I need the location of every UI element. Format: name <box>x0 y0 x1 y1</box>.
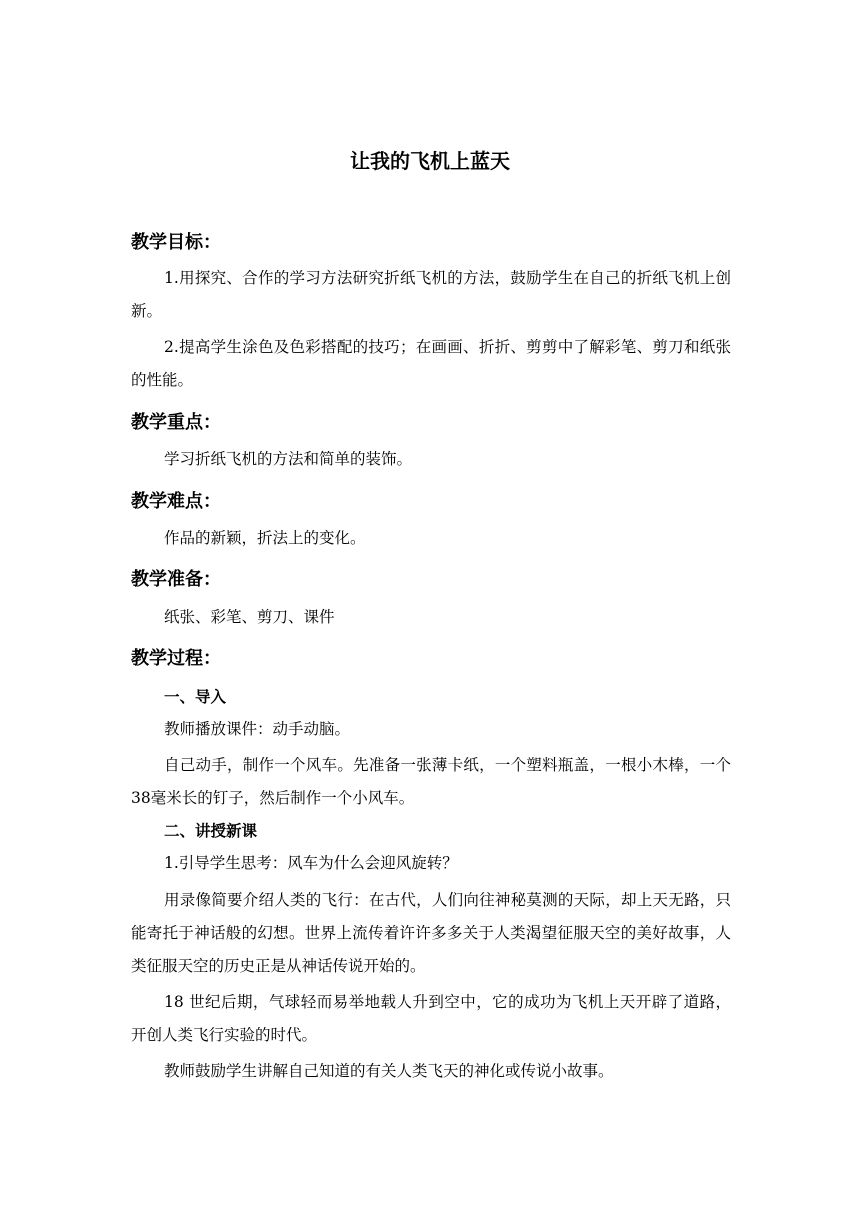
subheading-new-lesson: 二、讲授新课 <box>164 822 258 840</box>
objectives-paragraph-2: 2.提高学生涂色及色彩搭配的技巧；在画画、折折、剪剪中了解彩笔、剪刀和纸张的性能。 <box>131 338 731 389</box>
introduction-paragraph-1: 教师播放课件：动手动脑。 <box>164 720 351 738</box>
heading-preparation: 教学准备： <box>131 569 221 590</box>
heading-objectives: 教学目标： <box>131 232 221 253</box>
preparation-paragraph: 纸张、彩笔、剪刀、课件 <box>164 608 335 626</box>
heading-key-points: 教学重点： <box>131 412 221 433</box>
document-title: 让我的飞机上蓝天 <box>350 149 510 173</box>
new-lesson-paragraph-2: 用录像简要介绍人类的飞行：在古代，人们向往神秘莫测的天际，却上天无路，只能寄托于神话般的幻想。世界上流传着许许多多关于人类渴望征服天空的美好故事，人类征服天空的历史正是从神话传说开始的。 <box>131 891 731 975</box>
difficulties-paragraph: 作品的新颖，折法上的变化。 <box>164 529 366 547</box>
objectives-paragraph-1: 1.用探究、合作的学习方法研究折纸飞机的方法，鼓励学生在自己的折纸飞机上创新。 <box>131 269 731 320</box>
subheading-introduction: 一、导入 <box>164 688 227 706</box>
heading-difficulties: 教学难点： <box>131 491 221 512</box>
key-points-paragraph: 学习折纸飞机的方法和简单的装饰。 <box>164 450 413 468</box>
new-lesson-paragraph-3: 18 世纪后期，气球轻而易举地载人升到空中，它的成功为飞机上天开辟了道路，开创人类飞行实验的时代。 <box>131 993 731 1044</box>
new-lesson-paragraph-4: 教师鼓励学生讲解自己知道的有关人类飞天的神化或传说小故事。 <box>164 1062 614 1080</box>
new-lesson-paragraph-1: 1.引导学生思考：风车为什么会迎风旋转？ <box>164 854 458 872</box>
introduction-paragraph-2: 自己动手，制作一个风车。先准备一张薄卡纸，一个塑料瓶盖，一根小木棒，一个38毫米长的钉子，然后制作一个小风车。 <box>131 756 731 807</box>
heading-process: 教学过程： <box>131 648 221 669</box>
